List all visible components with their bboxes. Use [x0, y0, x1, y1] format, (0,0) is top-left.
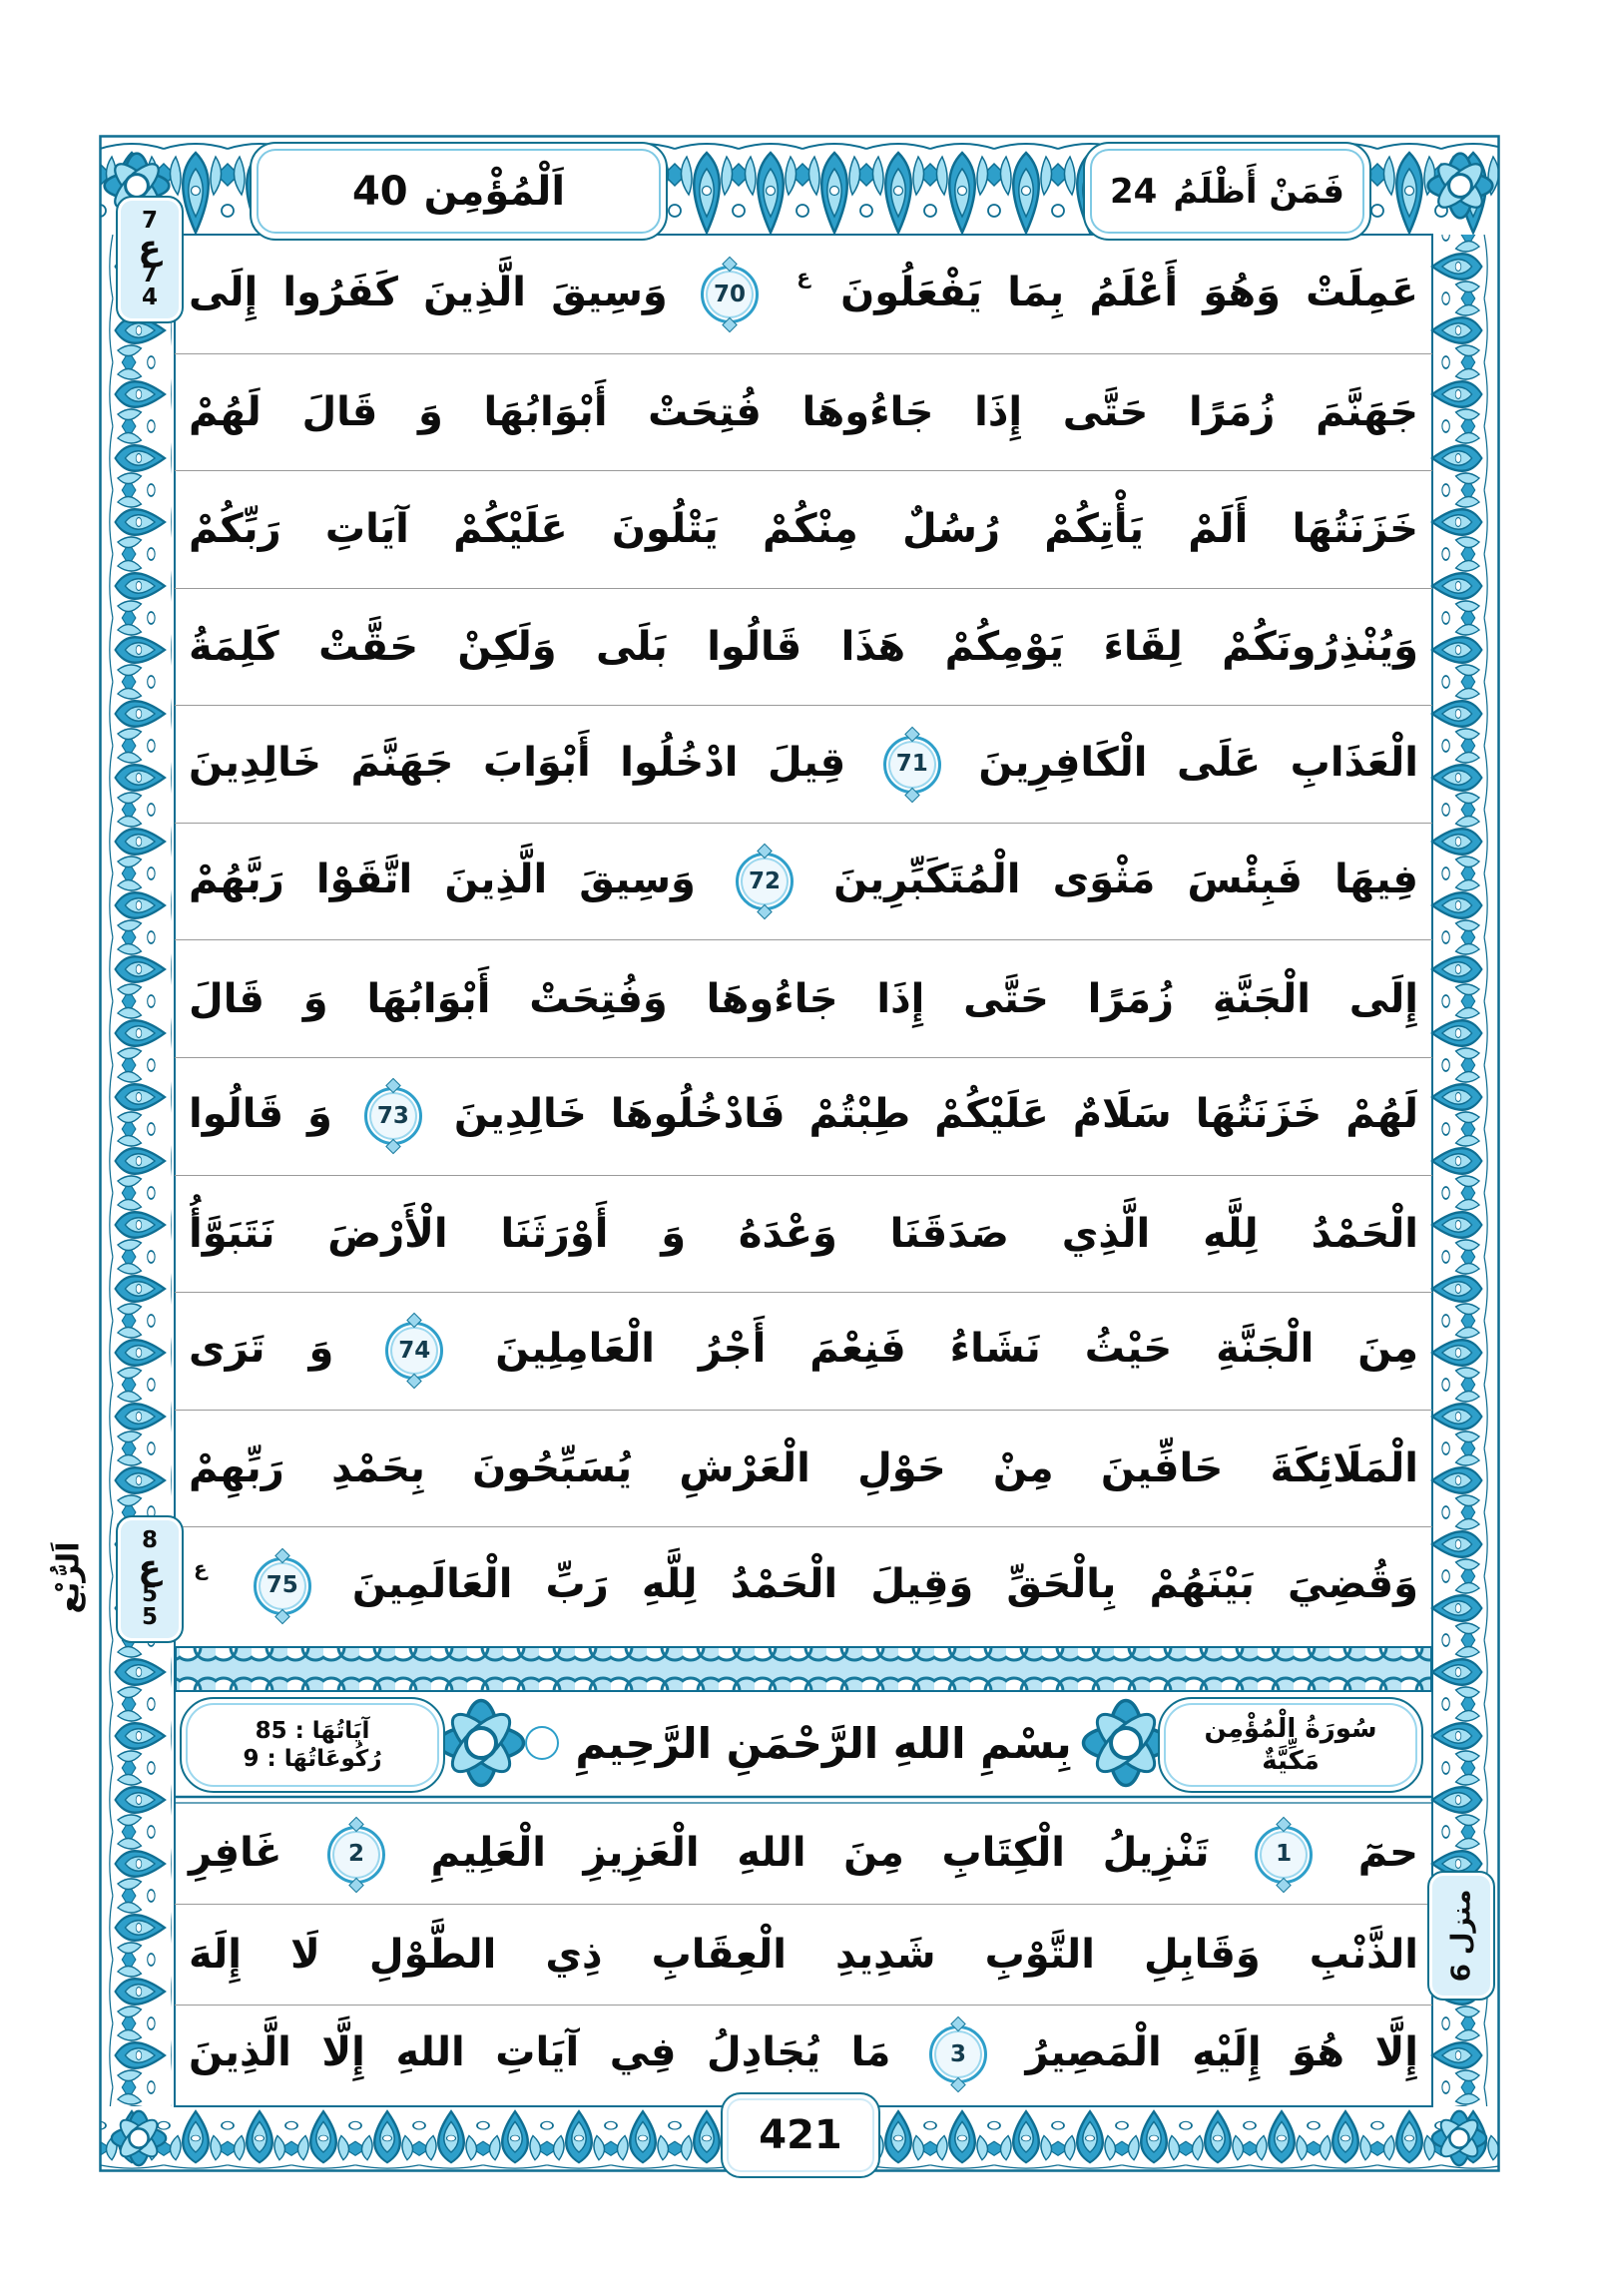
ayah-text: عَمِلَتْ وَهُوَ أَعْلَمُ بِمَا يَفْعَلُونَ	[840, 270, 1418, 316]
ayah-number: 70	[714, 282, 747, 308]
juz-header-number: 24	[1109, 171, 1158, 212]
surah-title-panel	[1158, 1697, 1423, 1793]
bismillah-row	[469, 1695, 1128, 1791]
ruku-count: 8	[141, 1526, 158, 1553]
ayah-text: الذَّنْبِ وَقَابِلِ التَّوْبِ شَدِيدِ الْعِقَابِ ذِي الطَّوْلِ لَا إِلَهَ	[189, 1931, 1418, 1978]
ayah-text: غَافِرِ	[189, 1829, 282, 1876]
ruku-count: 5	[141, 1604, 158, 1631]
quran-line-6	[175, 823, 1432, 940]
quran-line-text	[189, 1932, 1418, 1978]
ayah-number: 73	[376, 1103, 409, 1130]
ayah-text: حمٓ	[1357, 1829, 1418, 1876]
manzil-marker-tab: منزل 6	[1427, 1871, 1495, 2001]
quran-line-13	[175, 1805, 1432, 1904]
quran-line-5	[175, 705, 1432, 823]
ain-ruku-icon: ع	[138, 1546, 162, 1587]
ayah-number: 75	[266, 1572, 298, 1599]
ayah-marker	[385, 1322, 443, 1380]
ruku-end-sign: ع	[797, 265, 810, 289]
ayah-marker	[327, 1826, 385, 1884]
quran-line-15	[175, 2005, 1432, 2104]
quran-line-text	[189, 389, 1418, 435]
quran-line-text	[189, 1322, 1418, 1380]
ayah-text: فِيهَا فَبِئْسَ مَثْوَى الْمُتَكَبِّرِينَ	[833, 857, 1418, 903]
ayah-text: إِلَّا هُوَ إِلَيْهِ الْمَصِيرُ	[1025, 2029, 1418, 2076]
ayah-text: وَيُنْذِرُونَكُمْ لِقَاءَ يَوْمِكُمْ هَذَا قَالُوا بَلَى وَلَكِنْ حَقَّتْ كَلِمَةُ	[189, 624, 1418, 671]
page-number: 421	[759, 2112, 842, 2158]
quran-line-14	[175, 1904, 1432, 2004]
quran-line-9	[175, 1175, 1432, 1293]
quran-text-block-upper	[175, 237, 1432, 1644]
ayah-text: لَهُمْ خَزَنَتُهَا سَلَامٌ عَلَيْكُمْ طِبْتُمْ فَادْخُلُوهَا خَالِدِينَ	[453, 1091, 1418, 1138]
quran-line-text	[189, 976, 1418, 1022]
surah-title: سُورَةُ الْمُؤْمِن	[1204, 1714, 1377, 1744]
quran-line-1	[175, 237, 1432, 353]
empty-ayah-circle-icon	[525, 1726, 559, 1760]
quran-line-2	[175, 353, 1432, 471]
ayah-marker	[1255, 1826, 1313, 1884]
quran-line-text	[189, 624, 1418, 670]
ayah-text: جَهَنَّمَ زُمَرًا حَتَّى إِذَا جَاءُوهَا فُتِحَتْ أَبْوَابُهَا وَ قَالَ لَهُمْ	[189, 388, 1418, 435]
ayah-text: وَ تَرَى	[189, 1326, 334, 1373]
ayah-number: 71	[895, 751, 928, 778]
surah-header-name: اَلْمُؤْمِن	[423, 168, 566, 215]
juz-header-name: فَمَنْ أَظْلَمُ	[1173, 171, 1345, 212]
quran-line-4	[175, 588, 1432, 706]
quran-line-7	[175, 939, 1432, 1057]
quran-text-block-lower	[175, 1805, 1432, 2104]
quran-line-10	[175, 1292, 1432, 1410]
surah-header-number: 40	[351, 168, 408, 215]
ain-ruku-icon: ع	[138, 227, 162, 268]
ayah-number: 3	[949, 2041, 966, 2068]
surah-info-panel	[180, 1697, 445, 1793]
quran-line-text	[189, 1211, 1418, 1257]
ayah-count: آيَاتُهَا : 85	[255, 1718, 370, 1744]
quran-line-text	[189, 1557, 1418, 1615]
quran-line-11	[175, 1410, 1432, 1527]
ayah-text: تَنْزِيلُ الْكِتَابِ مِنَ اللهِ الْعَزِيزِ الْعَلِيمِ	[430, 1829, 1210, 1876]
ayah-text: مِنَ الْجَنَّةِ حَيْثُ نَشَاءُ فَنِعْمَ أَجْرُ الْعَامِلِينَ	[495, 1326, 1418, 1373]
surah-type: مَكِّيَّةٌ	[1262, 1746, 1320, 1776]
ayah-text: وَسِيقَ الَّذِينَ اتَّقَوْا رَبَّهُمْ	[189, 857, 696, 903]
ayah-number: 72	[749, 867, 782, 894]
ruku-count: 4	[141, 285, 158, 311]
quran-line-text	[189, 2025, 1418, 2083]
ayah-text: الْحَمْدُ لِلَّهِ الَّذِي صَدَقَنَا وَعْدَهُ وَ أَوْرَثَنَا الْأَرْضَ نَتَبَوَّأُ	[189, 1210, 1418, 1257]
ayah-text: إِلَى الْجَنَّةِ زُمَرًا حَتَّى إِذَا جَاءُوهَا وَفُتِحَتْ أَبْوَابُهَا وَ قَالَ	[189, 975, 1418, 1022]
page-number-tab	[721, 2092, 880, 2178]
ruku-count: 7	[141, 261, 158, 287]
ayah-text: خَزَنَتُهَا أَلَمْ يَأْتِكُمْ رُسُلٌ مِنْكُمْ يَتْلُونَ عَلَيْكُمْ آيَاتِ رَبِّكُمْ	[189, 506, 1418, 553]
ayah-text: وَقُضِيَ بَيْنَهُمْ بِالْحَقِّ وَقِيلَ الْحَمْدُ لِلَّهِ رَبِّ الْعَالَمِينَ	[351, 1560, 1418, 1607]
ayah-marker	[254, 1557, 311, 1615]
ayah-number: 2	[348, 1841, 365, 1868]
quran-line-text	[189, 1087, 1418, 1145]
quran-line-text	[189, 266, 1418, 323]
ruku-count: 5	[141, 1580, 158, 1607]
quran-line-8	[175, 1057, 1432, 1175]
ayah-text: وَ قَالُوا	[189, 1091, 332, 1138]
ayah-text: مَا يُجَادِلُ فِي آيَاتِ اللهِ إِلَّا الَّذِينَ	[189, 2029, 891, 2076]
ayah-marker	[736, 853, 794, 910]
ayah-text: الْمَلَائِكَةَ حَافِّينَ مِنْ حَوْلِ الْعَرْشِ يُسَبِّحُونَ بِحَمْدِ رَبِّهِمْ	[189, 1445, 1418, 1492]
quran-line-text	[189, 1445, 1418, 1491]
ayah-number: 74	[398, 1338, 431, 1365]
ayah-marker	[883, 736, 941, 794]
ayah-number: 1	[1276, 1841, 1293, 1868]
ayah-marker	[364, 1087, 422, 1145]
quran-line-text	[189, 1826, 1418, 1884]
ayah-marker	[929, 2025, 987, 2083]
surah-header-cartouche	[250, 142, 668, 241]
ruku-count: رُكُوعَاتُهَا : 9	[243, 1746, 382, 1772]
ayah-text: قِيلَ ادْخُلُوا أَبْوَابَ جَهَنَّمَ خَالِدِينَ	[189, 739, 846, 786]
quarter-hizb-label: اَلرُّبْع	[51, 1541, 87, 1613]
quran-line-3	[175, 470, 1432, 588]
quran-line-text	[189, 736, 1418, 794]
ayah-text: وَسِيقَ الَّذِينَ كَفَرُوا إِلَى	[189, 270, 668, 316]
ruku-count: 7	[141, 207, 158, 234]
ayah-marker	[701, 266, 759, 323]
ruku-marker-tab-mid-left	[116, 1515, 184, 1643]
ayah-text: الْعَذَابِ عَلَى الْكَافِرِينَ	[978, 739, 1418, 786]
quran-line-text	[189, 853, 1418, 910]
juz-header-cartouche	[1083, 142, 1371, 241]
bismillah-text: بِسْمِ اللهِ الرَّحْمَنِ الرَّحِيمِ	[575, 1718, 1072, 1768]
ruku-end-sign: ع	[194, 1555, 208, 1580]
quran-line-12	[175, 1526, 1432, 1644]
quran-line-text	[189, 506, 1418, 552]
ruku-marker-tab-top-left	[116, 196, 184, 323]
